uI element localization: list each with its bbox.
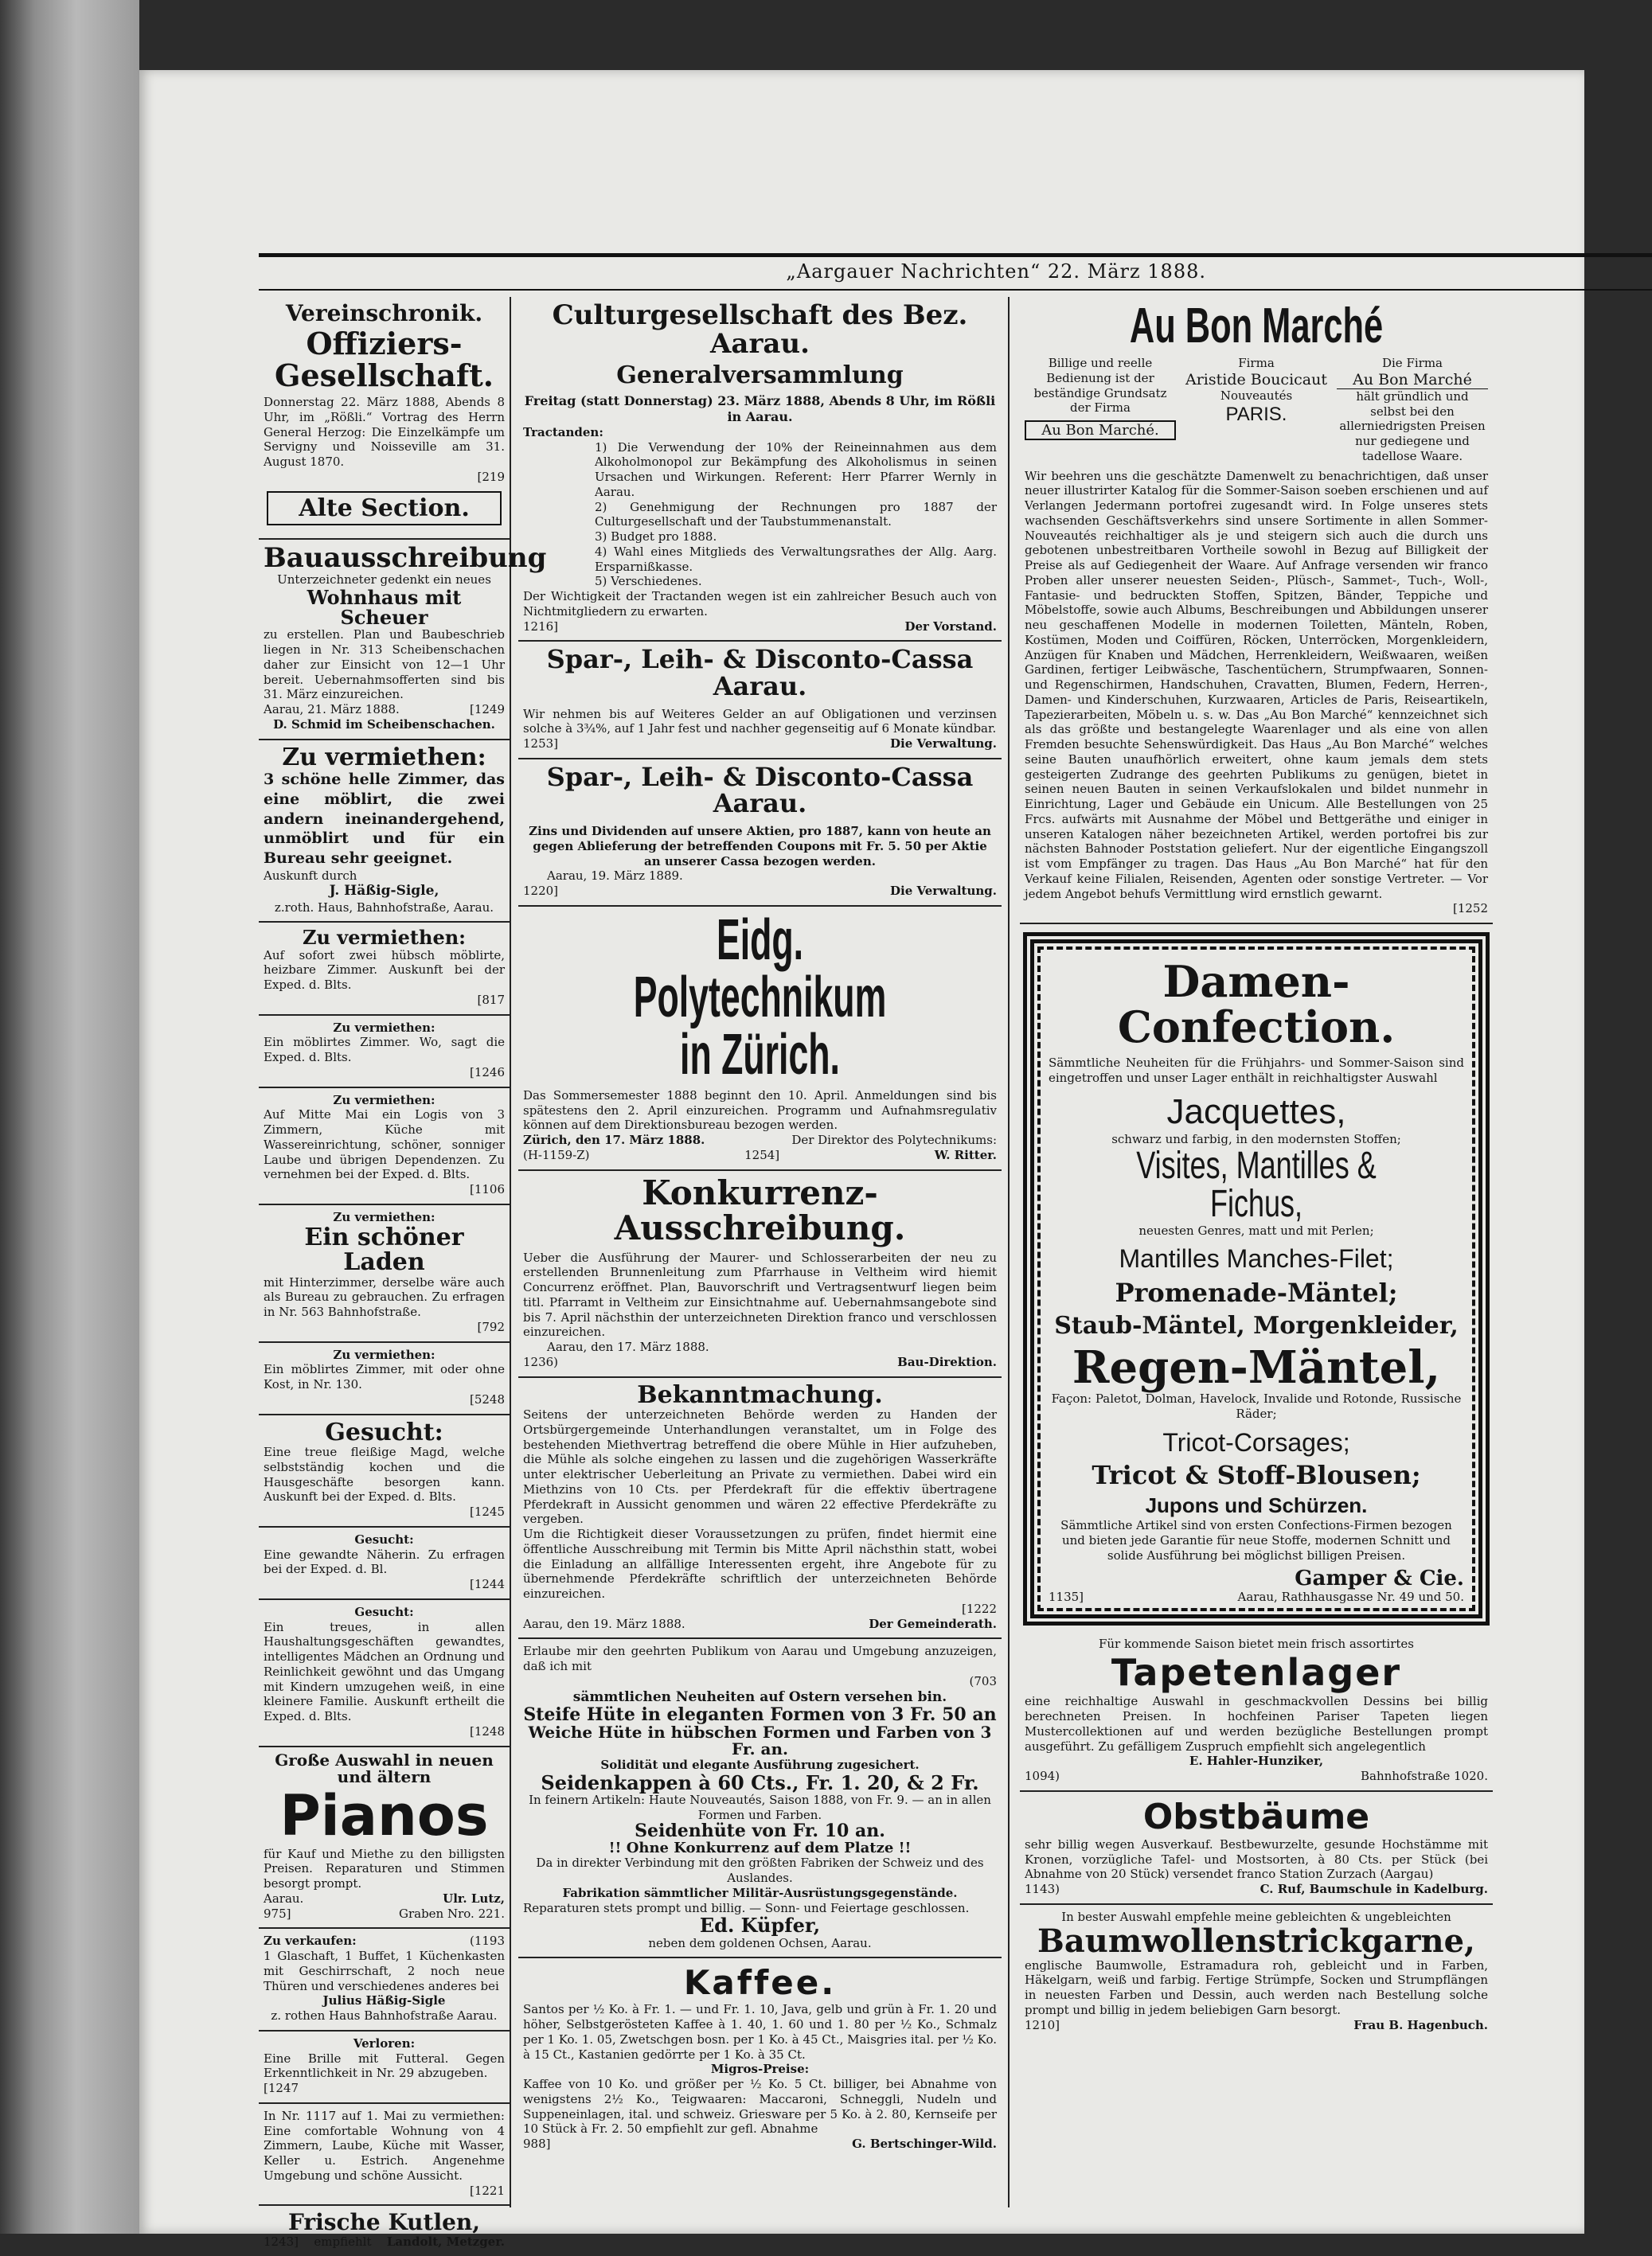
- ad-address: z.roth. Haus, Bahnhofstraße, Aarau.: [274, 900, 494, 915]
- ad-text: Um die Richtigkeit dieser Voraussetzungen zu prüfen, findet hiermit eine öffentliche Ausschreibung mit Termin bis Mitte April nächsthin statt, wobei die Einladung an allfällige Interessenten ergeht, ihre Angebote für zu übernehmende Pferdekräfte schriftlich der unterzeichneten Behörde einzureichen.: [523, 1527, 997, 1602]
- ad-signature: Frau B. Hagenbuch.: [1353, 2017, 1488, 2032]
- ad-konkurrenz: [518, 1171, 1002, 1378]
- ad-line: Seidenhüte von Fr. 10 an.: [635, 1821, 885, 1842]
- running-title: „Aargauer Nachrichten“ 22. März 1888.: [786, 260, 1206, 283]
- ad-text: Für kommende Saison bietet mein frisch assortirtes: [1098, 1636, 1415, 1651]
- ad-text: zu erstellen. Plan und Baubeschrieb liegen in Nr. 313 Scheibenschachen daher zur Einsicht von 12—1 Uhr bereit. Uebernahmsofferten sind bis 31. März einzureichen.: [264, 627, 505, 702]
- ad-signature: Landolt, Metzger.: [386, 2234, 505, 2249]
- ad-ref: 1135]: [1049, 1589, 1084, 1604]
- ad-title: Kaffee.: [683, 1963, 837, 2003]
- ad-obstbaeume: [1020, 1792, 1493, 1905]
- ad-line: neuesten Genres, matt und mit Perlen;: [1138, 1223, 1374, 1238]
- ad-baumwolle: [1020, 1905, 1493, 2039]
- ad-date: Aarau, den 17. März 1888.: [547, 1340, 709, 1355]
- ad-subtitle: Generalversammlung: [616, 361, 904, 390]
- agenda-item: 5) Verschiedenes.: [595, 574, 702, 589]
- ad-ref: 1094): [1025, 1769, 1060, 1784]
- ad-gesucht-1: [259, 1415, 510, 1528]
- ad-gesucht-3: [259, 1600, 510, 1747]
- ad-text: Au Bon Marché: [1353, 370, 1472, 388]
- ad-title: Damen-Confection.: [1117, 956, 1396, 1052]
- ad-line: Jacquettes,: [1166, 1091, 1346, 1131]
- ad-offiziers: [259, 297, 510, 540]
- ad-ref: 975]: [264, 1906, 291, 1921]
- ad-text: Freitag (statt Donnerstag) 23. März 1888, Abends 8 Uhr, im Rößli in Aarau.: [524, 392, 996, 424]
- ad-pianos: [259, 1747, 510, 1930]
- ad-line: Fabrikation sämmtlicher Militär-Ausrüstungsgegenstände.: [562, 1885, 958, 1900]
- ad-vermiethen-1: [259, 740, 510, 923]
- ad-box-label: Au Bon Marché.: [1025, 420, 1176, 440]
- ad-ref: 1220]: [523, 884, 559, 898]
- ad-line: Steife Hüte in eleganten Formen von 3 Fr. 50 an: [523, 1704, 997, 1725]
- ad-role: Der Direktor des Polytechnikums:: [791, 1133, 997, 1147]
- ad-kutteln: [259, 2206, 510, 2255]
- ad-tapetenlager: [1020, 1632, 1493, 1792]
- ad-box-title: Alte Section.: [267, 491, 502, 525]
- ad-signature: Der Gemeinderath.: [869, 1616, 997, 1631]
- ad-text: Ueber die Ausführung der Maurer- und Schlosserarbeiten der neu zu erstellenden Brunnenleitung zum Pfarrhause in Veltheim wird hiemit Concurrenz eröffnet. Plan, Bauvorschrift und Vertragsentwurf liegen beim titl. Pfarramt in Veltheim zur Einsichtnahme auf. Uebernahmsangebote sind bis 7. April nächsthin der unterzeichneten Direktion franco und verschlossen einzureichen.: [523, 1250, 997, 1340]
- ad-ref: 1236): [523, 1354, 559, 1369]
- ad-title: Gesucht:: [354, 1532, 414, 1547]
- ad-text: Billige und reelle Bedienung ist der beständige Grundsatz der Firma: [1033, 356, 1167, 416]
- ad-text: Zins und Dividenden auf unsere Aktien, pro 1887, kann von heute an gegen Ablieferung der betreffenden Coupons mit Fr. 5. 50 per Aktie an unserer Cassa bezogen werden.: [529, 824, 991, 868]
- ad-title: Offiziers-Gesellschaft.: [275, 326, 494, 394]
- ad-text: Eine treue fleißige Magd, welche selbstständig kochen und die Hausgeschäfte besorgen kann. Auskunft bei der Exped. d. Blts.: [264, 1445, 505, 1505]
- ad-signature: J. Häßig-Sigle,: [329, 883, 439, 900]
- ad-text: für Kauf und Miethe zu den billigsten Preisen. Reparaturen und Stimmen besorgt prompt.: [264, 1846, 505, 1891]
- ad-title: Bekanntmachung.: [637, 1380, 883, 1409]
- ad-title: Frische Kutlen,: [287, 2209, 481, 2236]
- ad-line: Façon: Paletot, Dolman, Havelock, Invalide und Rotonde, Russische Räder;: [1051, 1391, 1462, 1422]
- ad-title: Spar-, Leih- & Disconto-Cassa Aarau.: [546, 644, 974, 701]
- ad-title: Zu vermiethen:: [333, 1020, 435, 1035]
- ad-address: Bahnhofstraße 1020.: [1361, 1769, 1488, 1784]
- ad-text: Wir nehmen bis auf Weiteres Gelder an auf Obligationen und verzinsen solche à 3¾%, auf 1 Jahr fest und nachher gegenseitig auf 6 Monate kündbar.: [523, 706, 997, 736]
- ad-sparcassa-1: [518, 642, 1002, 759]
- ad-text: Erlaube mir den geehrten Publikum von Aarau und Umgebung anzuzeigen, daß ich mit: [523, 1644, 997, 1674]
- ad-line: Tricot-Corsages;: [1162, 1427, 1350, 1457]
- ad-verloren: [259, 2032, 510, 2104]
- ad-text: Unterzeichneter gedenkt ein neues: [277, 572, 491, 587]
- ad-text: Ein möblirtes Zimmer. Wo, sagt die Exped. d. Blts.: [264, 1035, 505, 1065]
- ad-title: Culturgesellschaft des Bez. Aarau.: [552, 299, 968, 360]
- ad-signature: C. Ruf, Baumschule in Kadelburg.: [1260, 1882, 1488, 1897]
- ad-signature: G. Bertschinger-Wild.: [852, 2137, 997, 2152]
- ad-text: Das Sommersemester 1888 beginnt den 10. April. Anmeldungen sind bis spätestens den 2. April einzureichen. Programm und Aufnahmsregulativ können auf dem Direktionsbureau bezogen werden.: [523, 1087, 997, 1133]
- section-heading: Vereinschronik.: [285, 300, 483, 326]
- ad-line: Jupons und Schürzen.: [1145, 1493, 1368, 1518]
- agenda-item: 4) Wahl eines Mitglieds des Verwaltungsrathes der Allg. Aarg. Ersparnißkasse.: [595, 544, 997, 574]
- ad-title: Obstbäume: [1142, 1796, 1370, 1837]
- ad-damen-confection: [1023, 932, 1490, 1626]
- ad-text: Auf sofort zwei hübsch möblirte, heizbare Zimmer. Auskunft bei der Exped. d. Blts.: [264, 947, 505, 993]
- running-header: [259, 253, 1652, 291]
- ad-ref: [1106: [469, 1182, 505, 1197]
- ad-address: Aarau, Rathhausgasse Nr. 49 und 50.: [1237, 1589, 1464, 1604]
- ad-title: Zu vermiethen:: [302, 926, 467, 950]
- ad-ref: [1246: [469, 1064, 505, 1079]
- ad-signature: E. Hahler-Hunziker,: [1189, 1754, 1324, 1769]
- ad-text: Sämmtliche Neuheiten für die Frühjahrs- und Sommer-Saison sind eingetroffen und unser Lager enthält in reichhaltigster Auswahl: [1049, 1056, 1464, 1086]
- ad-vermiethen-3: [259, 1016, 510, 1088]
- ad-header-grid: [1025, 356, 1488, 464]
- ad-text: empfiehlt: [314, 2234, 372, 2249]
- ad-text: Sämmtliche Artikel sind von ersten Confections-Firmen bezogen und bieten jede Garantie für neue Stoffe, modernen Schnitt und solide Ausführung bei möglichst billigen Preisen.: [1060, 1518, 1452, 1563]
- ad-title: Zu vermiethen:: [333, 1092, 435, 1107]
- ad-ref: [1244: [469, 1577, 505, 1592]
- ad-text: hält gründlich und selbst bei den allerniedrigsten Preisen nur gediegene und tadellose Waare.: [1337, 388, 1488, 464]
- ad-highlight: Wohnhaus mit Scheuer: [307, 586, 462, 630]
- ad-address: z. rothen Haus Bahnhofstraße Aarau.: [271, 2008, 498, 2024]
- ad-line: Reparaturen stets prompt und billig. — Sonn- und Feiertage geschlossen.: [523, 1900, 970, 1915]
- page-content: [259, 181, 1652, 2249]
- ad-title: Tapetenlager: [1111, 1651, 1402, 1695]
- ad-signature: Bau-Direktion.: [897, 1354, 997, 1369]
- ad-signature: Die Verwaltung.: [890, 736, 997, 751]
- ad-text: In Nr. 1117 auf 1. Mai zu vermiethen: Eine comfortable Wohnung von 4 Zimmern, Laube, Küche mit Wasser, Keller u. Estrich. Angenehme Umgebung und schöne Aussicht.: [264, 2108, 505, 2183]
- ad-ref: 1143): [1025, 1882, 1060, 1897]
- ad-vermiethen-2: [259, 923, 510, 1015]
- ad-text: Ein treues, in allen Haushaltungsgeschäften gewandtes, intelligentes Mädchen an Ordnung und Reinlichkeit gewöhnt und das Umgang mit Kindern umzugehen weiß, in eine kleinere Familie. Auskunft ertheilt die Exped. d. Blts.: [264, 1619, 505, 1724]
- ad-text: Santos per ½ Ko. à Fr. 1. — und Fr. 1. 10, Java, gelb und grün à Fr. 1. 20 und höher, Selbstgerösteten Kaffee à 1. 40, 1. 60 und 1. 80 per ½ Ko., Schmalz per 1 Ko. 1. 05, Zwetschgen bosn. per 1 Ko. à 45 Ct., Maisgries ital. per ½ Ko. à 15 Ct., Kastanien gedörrte per 1 Ko. à 35 Ct.: [523, 2002, 997, 2062]
- ad-text: Die Firma: [1381, 356, 1443, 370]
- ad-date: Aarau, 19. März 1889.: [547, 868, 683, 884]
- ad-line: Staub-Mäntel, Morgenkleider,: [1054, 1311, 1459, 1340]
- ad-nr1117: [259, 2104, 510, 2207]
- ad-signature: Der Vorstand.: [904, 619, 997, 634]
- ad-bekanntmachung: [518, 1378, 1002, 1640]
- ad-text: Wir beehren uns die geschätzte Damenwelt zu benachrichtigen, daß unser neuer illustrirter Katalog für die Sommer-Saison soeben erschienen und auf Verlangen Jedermann portofrei zugesandt wird. In Folge unseres stets wachsenden Geschäftsverkehrs sind unsere Sortimente in allen Sommer-Nouveautés reichhaltiger als je und steigern sich auch die durch uns gebotenen unbestreitbaren Vortheile sowohl in Bezug auf Billigkeit der Preise als auf Gediegenheit der Waare. Auf Anfrage versenden wir franco Proben aller unserer neuesten Seiden-, Plüsch-, Sammet-, Tuch-, Woll-, Fantasie- und bedruckten Stoffen, Spitzen, Bänder, Teppiche und Möbelstoffe, sowie auch Albums, Beschreibungen und Abbildungen unserer neu geschaffenen Modelle in modernen Toiletten, Mänteln, Roben, Kostümen, Moden und Coiffüren, Röcken, Unterröcken, Morgenkleidern, Anzügen für Knaben und Mädchen, Herrenkleidern, Weißwaaren, weißen Gardinen, fertiger Leibwäsche, Taschentüchern, Strumpfwaaren, Sonnen- und Regenschirmen, Handschuhen, Cravatten, Blumen, Federn, Herren-, Damen- und Kinderschuhen, Kurzwaaren, Articles de Paris, Reiseartikeln, Tapezierarbeiten, Möbeln u. s. w. Das „Au Bon Marché“ kennzeichnet sich als das größte und bestangelegte Waarenlager und als eine von allen Fremden besuchte Sehenswürdigkeit. Das Haus „Au Bon Marché“ welches seine Bauten unaufhörlich erweitert, ohne kaum jemals dem stets gesteigerten Zudrange des geehrten Publikums zu genügen, bietet in seinen neuen Bauten in seinen Verkaufslokalen und bildet nunmehr in Einrichtung, Lager und Gebäude ein Unicum. Alle Bestellungen von 25 Frcs. aufwärts mit Ausnahme der Möbel und Bettgeräthe und einiger in unseren Katalogen näher bezeichneten Artikel, werden portofrei bis zur nächsten Bahnoder Poststation geliefert. Nur der eigentliche Eingangszoll ist vom Empfänger zu tragen. Das Haus „Au Bon Marché“ hat für den Verkauf keine Filialen, Reisenden, Agenten oder sonstige Vertreter. — Vor jedem Angebot behufs Vermittlung wird ernstlich gewarnt.: [1025, 468, 1488, 901]
- book-spine: [0, 0, 139, 2234]
- ad-text: mit Hinterzimmer, derselbe wäre auch als Bureau zu gebrauchen. Zu erfragen in Nr. 563 Bahnhofstraße.: [264, 1274, 505, 1320]
- ad-text: Firma: [1238, 356, 1275, 370]
- ad-text: eine reichhaltige Auswahl in geschmackvollen Dessins bei billig berechneten Preisen. In hochfeinen Pariser Tapeten liegen Mustercollektionen auf und werden bezügliche Bestellungen prompt ausgeführt. Zu gefälligem Zuspruch empfiehlt sich angelegentlich: [1025, 1694, 1488, 1754]
- ad-line: Solidität und elegante Ausführung zugesichert.: [600, 1758, 920, 1773]
- ad-signature: Julius Häßig-Sigle: [322, 1993, 446, 2008]
- ad-title: Baumwollenstrickgarne,: [1037, 1922, 1475, 1960]
- ad-text: Seitens der unterzeichneten Behörde werden zu Handen der Ortsbürgergemeinde Unterhandlungen veranstaltet, um in Folge des bestehenden Miethvertrag betreffend die obere Mühle in Hier aufzuheben, die Mühle als solche eingehen zu lassen und die zugehörigen Wasserkräfte unter elektrischer Ueberleitung an Private zu vermiethen. Dabei wird ein Miethzins von 10 Cts. per Pferdekraft für die effektiv übertragene Pferdekraft in Aussicht genommen und wären 22 effective Pferdekräfte zu vergeben.: [523, 1407, 997, 1527]
- agenda-item: 2) Genehmigung der Rechnungen pro 1887 der Culturgesellschaft und der Taubstummenanstalt.: [595, 499, 997, 529]
- ad-title: Zu vermiethen:: [333, 1347, 435, 1362]
- ad-ref: [817: [477, 992, 505, 1007]
- ad-address: Graben Nro. 221.: [398, 1906, 505, 1921]
- ad-ref: [1247: [264, 2081, 299, 2096]
- ad-ref: (703: [969, 1673, 997, 1688]
- ad-left-block: [1025, 356, 1176, 464]
- ad-ref: [1245: [469, 1505, 505, 1520]
- ad-line: Weiche Hüte in hübschen Formen und Farben von 3 Fr. an.: [528, 1723, 992, 1759]
- ad-line: Seidenkappen à 60 Cts., Fr. 1. 20, & 2 Fr.: [541, 1770, 979, 1794]
- ad-text: 1 Glaschaft, 1 Buffet, 1 Küchenkasten mit Geschirrschaft, 2 noch neue Thüren und verschiedenes anderes bei: [264, 1949, 505, 1993]
- ad-line: Da in direkter Verbindung mit den größten Fabriken der Schweiz und des Auslandes.: [536, 1856, 984, 1886]
- ad-line: sämmtlichen Neuheiten auf Ostern versehen bin.: [572, 1688, 947, 1705]
- ad-signature: Ulr. Lutz,: [443, 1891, 505, 1906]
- ad-ref: 1253]: [523, 736, 559, 751]
- ad-line: In feinern Artikeln: Haute Nouveautés, Saison 1888, von Fr. 9. — an in allen Formen und Farben.: [529, 1792, 991, 1822]
- ad-laden: [259, 1205, 510, 1343]
- ad-title: Verloren:: [353, 2035, 416, 2051]
- ad-title: Zu vermiethen:: [282, 743, 486, 771]
- ad-title: Gesucht:: [325, 1418, 443, 1446]
- ad-ref: [1221: [469, 2183, 505, 2198]
- ad-right-block: [1337, 356, 1488, 464]
- agenda-item: 1) Die Verwendung der 10% der Reineinnahmen aus dem Alkoholmonopol zur Bekämpfung des Alkoholismus in seinen Ursachen und Wirkungen. Referent: Herr Pfarrer Wernly in Aarau.: [595, 439, 997, 499]
- ad-text: Nouveautés: [1220, 388, 1293, 403]
- ad-text: Auf Mitte Mai ein Logis von 3 Zimmern, Küche mit Wassereinrichtung, schöner, sonniger Laube und übrigen Dependenzen. Zu vernehmen bei der Exped. d. Blts.: [264, 1107, 505, 1182]
- ad-ref: [219: [477, 469, 505, 484]
- ad-text: Eine Brille mit Futteral. Gegen Erkenntlichkeit in Nr. 29 abzugeben.: [264, 2051, 505, 2081]
- ad-line: Promenade-Mäntel;: [1115, 1278, 1398, 1309]
- column-2: [512, 297, 1010, 2207]
- ad-ref: [792: [477, 1319, 505, 1334]
- ad-culturgesellschaft: [518, 297, 1002, 642]
- ad-signature: W. Ritter.: [934, 1147, 997, 1162]
- ad-title: Konkurrenz-Ausschreibung.: [614, 1173, 906, 1247]
- ad-text: Kaffee von 10 Ko. und größer per ½ Ko. 5 Ct. billiger, bei Abnahme von wenigstens 2½ Ko., Teigwaaren: Maccaroni, Schneggli, Nudeln und Suppeneinlagen, ital. und schweiz. Griesware per 5 Ko. à 2. 80, Kernseife per 10 Stück à Fr. 2. 50 empfiehlt zur gefl. Abnahme: [523, 2077, 997, 2137]
- ad-code: (H-1159-Z): [523, 1147, 590, 1162]
- ad-label: Tractanden:: [523, 424, 603, 439]
- ad-ref: 1210]: [1025, 2017, 1060, 2032]
- ad-text: Donnerstag 22. März 1888, Abends 8 Uhr, im „Rößli.“ Vortrag des Herrn General Herzog: Die Einzelkämpfe um Servigny und Noisseville am 31. August 1870.: [264, 395, 505, 470]
- ad-signature: Gamper & Cie.: [1295, 1566, 1464, 1591]
- newspaper-page: [139, 70, 1584, 2249]
- ad-ref: [1222: [961, 1601, 997, 1616]
- ad-text: englische Baumwolle, Estramadura roh, gebleicht und in Farben, Häkelgarn, weiß und farbig. Fertige Strümpfe, Socken und Strumpflängen in neuesten Farben und Dessin, auch werden nach Bestellung solche prompt und billig in jedem beliebigen Garn besorgt.: [1025, 1957, 1488, 2017]
- ad-ref: [1248: [469, 1723, 505, 1739]
- ad-text: Auskunft durch: [264, 868, 357, 883]
- ad-ref: [1252: [1452, 901, 1488, 916]
- ad-center-block: [1181, 356, 1332, 464]
- ad-title: Zu vermiethen:: [333, 1209, 435, 1224]
- ad-ref: 1243]: [264, 2234, 299, 2249]
- ad-city: Aarau.: [264, 1891, 304, 1906]
- ad-date: Aarau, 21. März 1888.: [264, 702, 400, 717]
- ad-text: Aristide Boucicaut: [1185, 370, 1327, 388]
- ad-text: sehr billig wegen Ausverkauf. Bestbewurzelte, gesunde Hochstämme mit Kronen, vorzügliche Tafel- und Mostsorten, à 80 Cts. per Stück (bei Abnahme von 20 Stück) versendet franco Station Zurzach (Aargau): [1025, 1836, 1488, 1882]
- ad-date: Zürich, den 17. März 1888.: [523, 1133, 705, 1147]
- ad-huete: [518, 1639, 1002, 1958]
- ad-line: Regen-Mäntel,: [1072, 1341, 1441, 1395]
- column-3: [1012, 297, 1493, 2207]
- ad-ref: [5248: [469, 1391, 505, 1407]
- ad-title: Eidg. Polytechnikum in Zürich.: [633, 907, 887, 1087]
- ad-title: Gesucht:: [354, 1604, 414, 1619]
- ad-line: schwarz und farbig, in den modernsten Stoffen;: [1111, 1131, 1401, 1146]
- ad-gesucht-2: [259, 1528, 510, 1600]
- ad-line: Visites, Mantilles & Fichus,: [1136, 1144, 1377, 1225]
- ad-title: Zu verkaufen:: [264, 1934, 357, 1949]
- ad-signature: D. Schmid im Scheibenschachen.: [273, 716, 495, 732]
- ad-title: Spar-, Leih- & Disconto-Cassa Aarau.: [546, 761, 974, 819]
- ad-ref: 988]: [523, 2137, 551, 2152]
- ad-kaffee: [518, 1958, 1002, 2158]
- ad-line: !! Ohne Konkurrenz auf dem Platze !!: [608, 1839, 912, 1856]
- ad-text: PARIS.: [1225, 403, 1287, 425]
- ad-text: Ein möblirtes Zimmer, mit oder ohne Kost, in Nr. 130.: [264, 1362, 505, 1392]
- ad-address: neben dem goldenen Ochsen, Aarau.: [648, 1935, 872, 1950]
- ad-vermiethen-4: [259, 1088, 510, 1205]
- ad-polytechnikum: [518, 907, 1002, 1171]
- agenda-item: 3) Budget pro 1888.: [595, 529, 717, 544]
- ad-sparcassa-2: [518, 759, 1002, 907]
- ad-line: Tricot & Stoff-Blousen;: [1092, 1459, 1421, 1490]
- ad-ref: [1249: [469, 702, 505, 717]
- ad-text: Eine gewandte Näherin. Zu erfragen bei der Exped. d. Bl.: [264, 1547, 505, 1577]
- ad-text: In bester Auswahl empfehle meine gebleichten & ungebleichten: [1061, 1909, 1451, 1924]
- ad-ref: (1193: [469, 1934, 505, 1949]
- ad-subtitle: Migros-Preise:: [710, 2062, 810, 2077]
- ad-au-bon-marche: [1020, 297, 1493, 924]
- ad-ref: 1216]: [523, 619, 559, 634]
- ad-highlight: Ein schöner Laden: [304, 1223, 464, 1277]
- ad-ref: 1254]: [744, 1147, 780, 1162]
- ad-vermiethen-6: [259, 1343, 510, 1415]
- ad-title: Bauausschreibung: [264, 541, 547, 574]
- ad-signature: Die Verwaltung.: [890, 884, 997, 898]
- ad-date: Aarau, den 19. März 1888.: [523, 1616, 685, 1631]
- ad-text: 3 schöne helle Zimmer, das eine möblirt, die zwei andern ineinandergehend, unmöblirt und für ein Bureau sehr geeignet.: [264, 771, 505, 867]
- ad-title: Pianos: [279, 1782, 489, 1848]
- ad-text: Der Wichtigkeit der Tractanden wegen ist ein zahlreicher Besuch auch von Nichtmitgliedern zu erwarten.: [523, 589, 997, 619]
- ad-signature: Ed. Küpfer,: [699, 1914, 821, 1938]
- ad-line: Mantilles Manches-Filet;: [1119, 1244, 1394, 1274]
- ad-verkaufen: [259, 1929, 510, 2032]
- ad-title: Au Bon Marché: [1129, 299, 1384, 353]
- ad-intro: Große Auswahl in neuen und ältern: [275, 1750, 494, 1786]
